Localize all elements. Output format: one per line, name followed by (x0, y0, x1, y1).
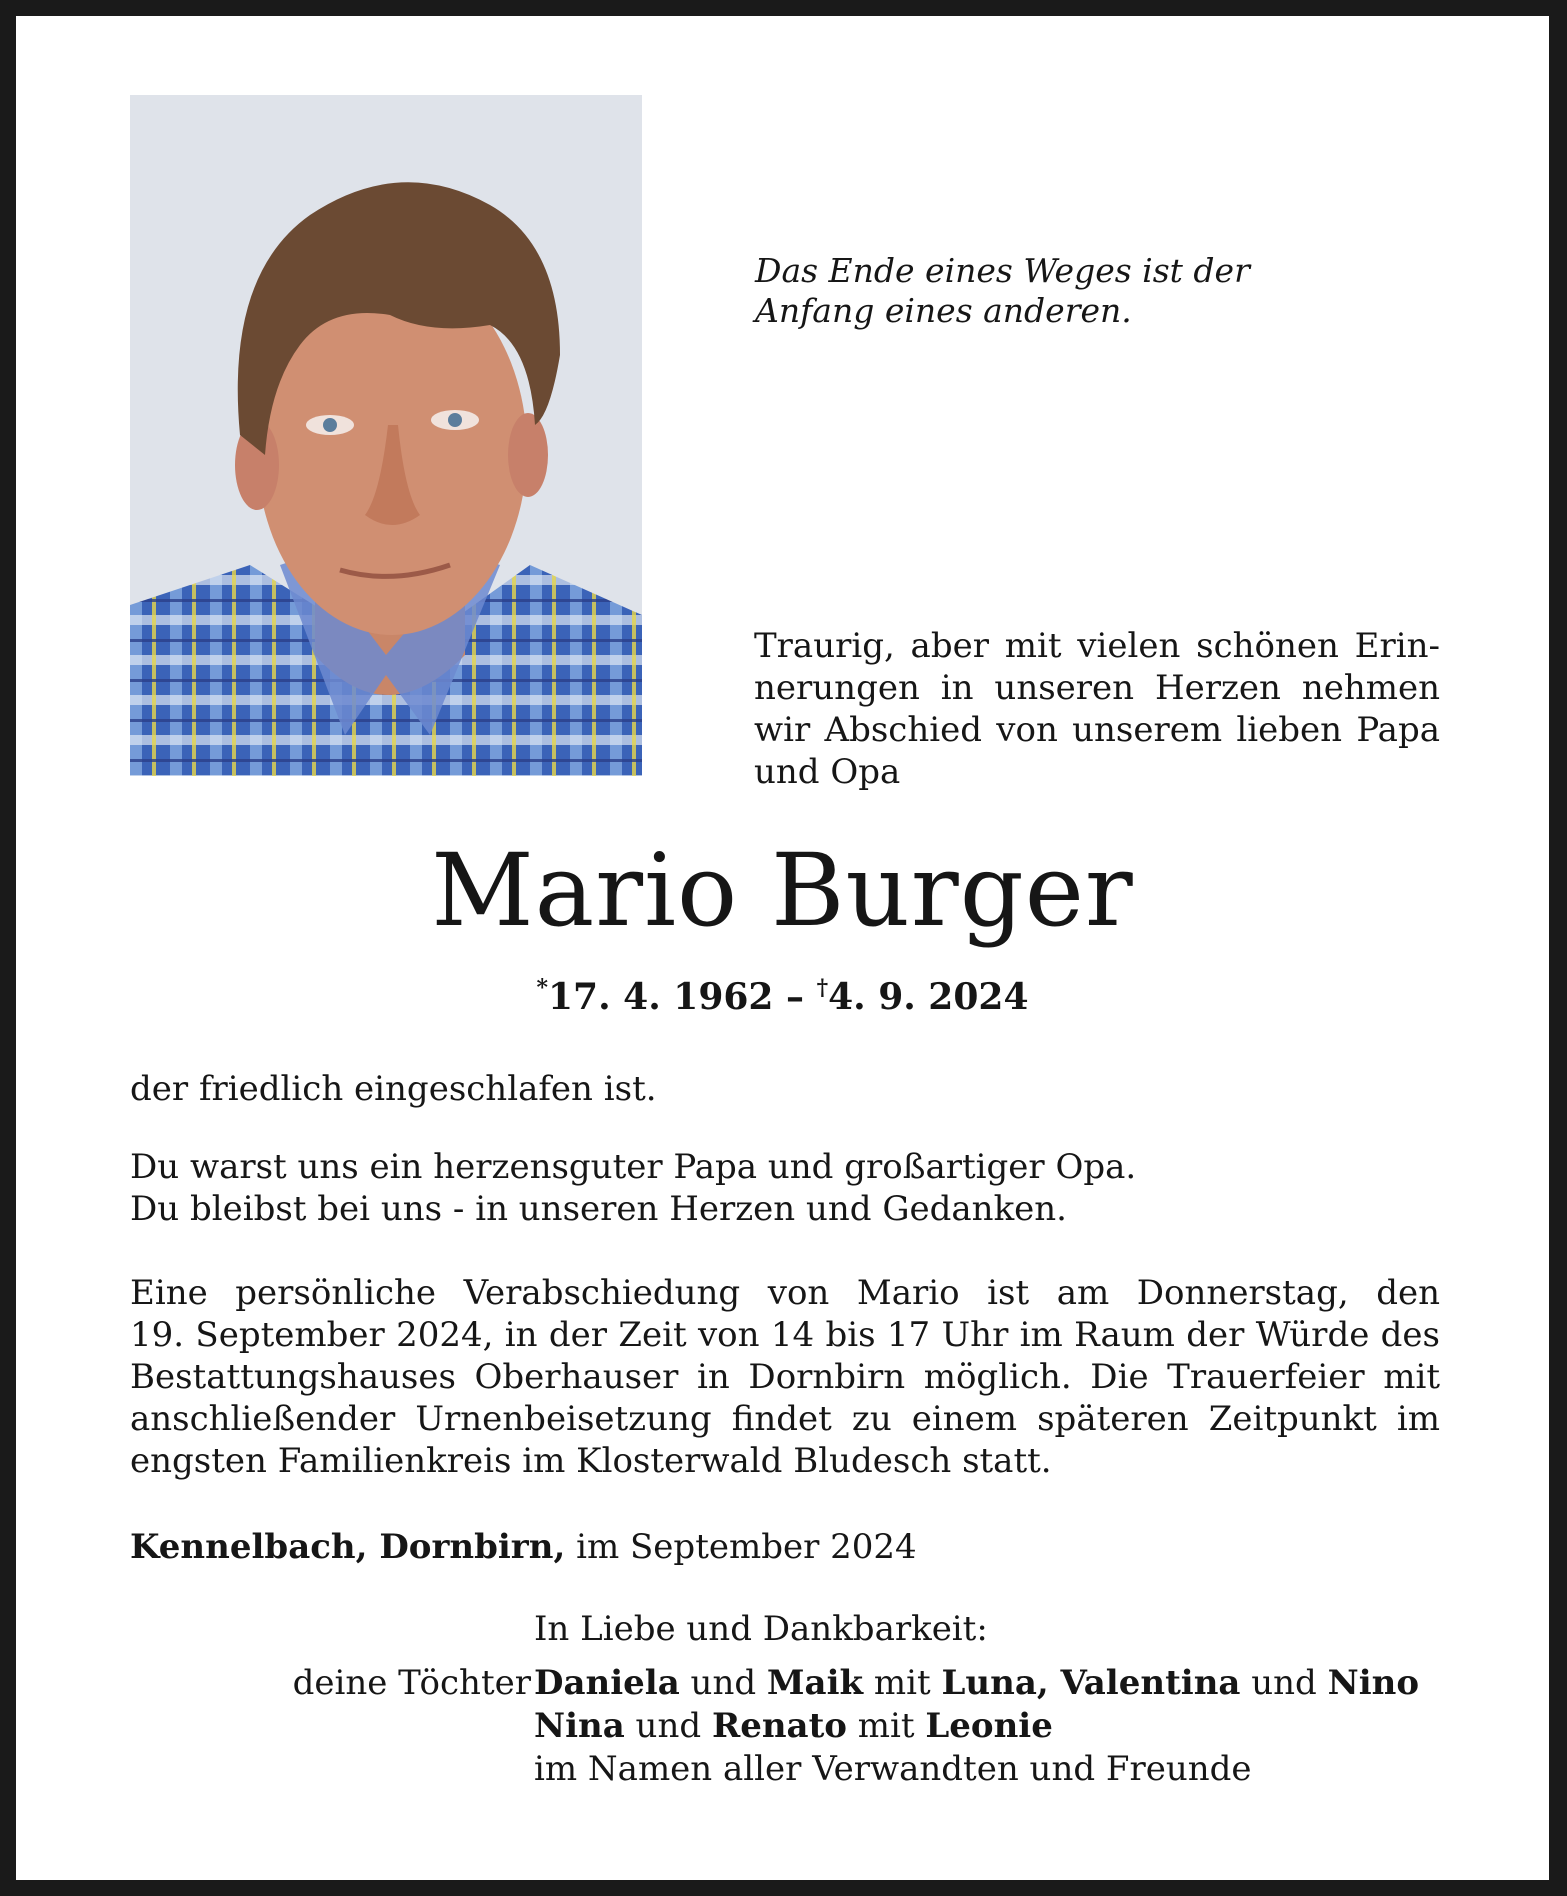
places: Kennelbach, Dornbirn, (130, 1527, 566, 1567)
signature-heading: In Liebe und Dankbarkeit: (534, 1609, 988, 1649)
body-line: der friedlich eingeschlafen ist. (130, 1069, 657, 1109)
portrait-photo (130, 95, 642, 776)
signature-prefix: deine Töchter (292, 1663, 531, 1703)
family-name: Nina (534, 1706, 625, 1746)
signature-line (534, 1662, 1419, 1704)
signature-line (534, 1705, 1053, 1747)
farewell-text (130, 1272, 1440, 1482)
body-line: anschließender Urnenbeisetzung findet zu einem späteren Zeitpunkt im (130, 1399, 1440, 1439)
life-dates (16, 966, 1549, 1019)
memorial-quote (755, 251, 1315, 331)
body-line: engsten Familienkreis im Klosterwald Bludesch statt. (130, 1441, 1052, 1481)
family-name: Maik (766, 1663, 864, 1703)
death-symbol: † (816, 975, 829, 1001)
body-line: Du bleibst bei uns - in unseren Herzen und Gedanken. (130, 1189, 1067, 1229)
conjunction: und (1240, 1663, 1328, 1703)
family-name: Daniela (534, 1663, 680, 1703)
family-name: Luna, Valentina (941, 1663, 1241, 1703)
birth-symbol: * (536, 975, 548, 1001)
birth-date: 17. 4. 1962 (548, 976, 774, 1018)
body-line: Du warst uns ein herzensguter Papa und großartiger Opa. (130, 1147, 1137, 1187)
intro-line: wir Abschied von unserem lieben Papa (754, 710, 1440, 750)
quote-line: Anfang eines anderen. (755, 291, 1132, 330)
family-name: Renato (711, 1706, 847, 1746)
body-line: Eine persönliche Verabschiedung von Mario ist am Donnerstag, den (130, 1273, 1440, 1313)
quote-line: Das Ende eines Weges ist der (755, 251, 1250, 290)
tribute-text (130, 1146, 1440, 1230)
intro-line: nerungen in unseren Herzen nehmen (754, 668, 1440, 708)
conjunction: und (624, 1706, 712, 1746)
date-text: im September 2024 (565, 1527, 917, 1567)
obituary-page (16, 16, 1549, 1880)
conjunction: und (679, 1663, 767, 1703)
conjunction: mit (863, 1663, 942, 1703)
signature-closing: im Namen aller Verwandten und Freunde (534, 1749, 1252, 1789)
family-name: Nino (1327, 1663, 1420, 1703)
intro-line: Traurig, aber mit vielen schönen Erin- (754, 626, 1440, 666)
deceased-name: Mario Burger (431, 832, 1134, 949)
peaceful-text (130, 1068, 1440, 1110)
family-name: Leonie (925, 1706, 1053, 1746)
date-separator: – (773, 976, 817, 1018)
intro-text (754, 625, 1440, 793)
intro-line: und Opa (754, 752, 901, 792)
place-date (130, 1526, 1440, 1568)
body-line: 19. September 2024, in der Zeit von 14 bis 17 Uhr im Raum der Würde des (130, 1315, 1440, 1355)
body-line: Bestattungshauses Oberhauser in Dornbirn möglich. Die Trauerfeier mit (130, 1357, 1440, 1397)
death-date: 4. 9. 2024 (828, 976, 1029, 1018)
conjunction: mit (846, 1706, 926, 1746)
